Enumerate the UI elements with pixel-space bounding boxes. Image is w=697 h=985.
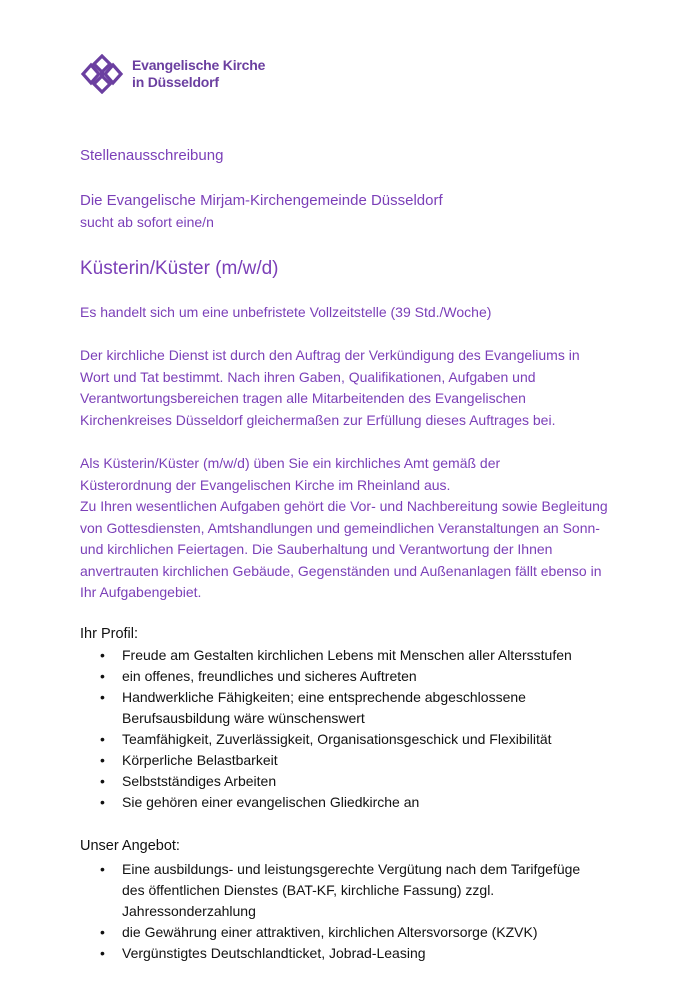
offer-heading: Unser Angebot: [80,838,180,854]
tasks-paragraph: Zu Ihren wesentlichen Aufgaben gehört die Vor- und Nachbereitung sowie Begleitung von Gottesdiensten, Amtshandlungen und gemeindlichen Veranstaltungen an Sonn- und kirchlichen Feiertagen. Die Sauberhaltung und Verantwortung der Ihnen anvertrauten kirchlichen Gebäude, Gegenständen und Außenanlagen fällt ebenso in Ihr Aufgabengebiet. [80,498,608,600]
logo-wordmark [132,57,265,91]
search-subline: sucht ab sofort eine/n [80,214,214,230]
list-item: • Sie gehören einer evangelischen Gliedkirche an [98,792,598,813]
list-item: • Vergünstigtes Deutschlandticket, Jobrad-Leasing [98,943,598,964]
list-item: • ein offenes, freundliches und sicheres Auftreten [98,666,598,687]
organisation-name: Die Evangelische Mirjam-Kirchengemeinde Düsseldorf [80,192,443,209]
profile-list [98,645,598,813]
offer-list [98,859,598,964]
list-item: • Eine ausbildungs- und leistungsgerechte Vergütung nach dem Tarifgefüge des öffentlichen Dienstes (BAT-KF, kirchliche Fassung) zzgl. Jahressonderzahlung [98,859,598,922]
intro-paragraph: Der kirchliche Dienst ist durch den Auftrag der Verkündigung des Evangeliums in Wort und Tat bestimmt. Nach ihren Gaben, Qualifikationen, Aufgaben und Verantwortungsbereichen tragen alle Mitarbeitenden des Evangelischen Kirchenkreises Düsseldorf gleichermaßen zur Erfüllung dieses Auftrages bei. [80,347,580,428]
employment-info: Es handelt sich um eine unbefristete Vollzeitstelle (39 Std./Woche) [80,304,492,320]
list-item: • die Gewährung einer attraktiven, kirchlichen Altersvorsorge (KZVK) [98,922,598,943]
document-type-label: Stellenausschreibung [80,147,224,164]
cross-logo-icon [80,54,124,94]
list-item: • Freude am Gestalten kirchlichen Lebens mit Menschen aller Altersstufen [98,645,598,666]
list-item: • Teamfähigkeit, Zuverlässigkeit, Organisationsgeschick und Flexibilität [98,729,598,750]
organisation-logo [80,54,265,94]
logo-line-1: Evangelische Kirche [132,57,266,73]
role-paragraph: Als Küsterin/Küster (m/w/d) üben Sie ein kirchliches Amt gemäß der Küsterordnung der Evangelischen Kirche im Rheinland aus. [80,455,501,493]
list-item: • Handwerkliche Fähigkeiten; eine entsprechende abgeschlossene Berufsausbildung wäre wünschenswert [98,687,598,729]
logo-line-2: in Düsseldorf [132,74,219,90]
profile-heading: Ihr Profil: [80,626,139,642]
list-item: • Körperliche Belastbarkeit [98,750,598,771]
list-item: • Selbstständiges Arbeiten [98,771,598,792]
position-title: Küsterin/Küster (m/w/d) [80,258,279,279]
